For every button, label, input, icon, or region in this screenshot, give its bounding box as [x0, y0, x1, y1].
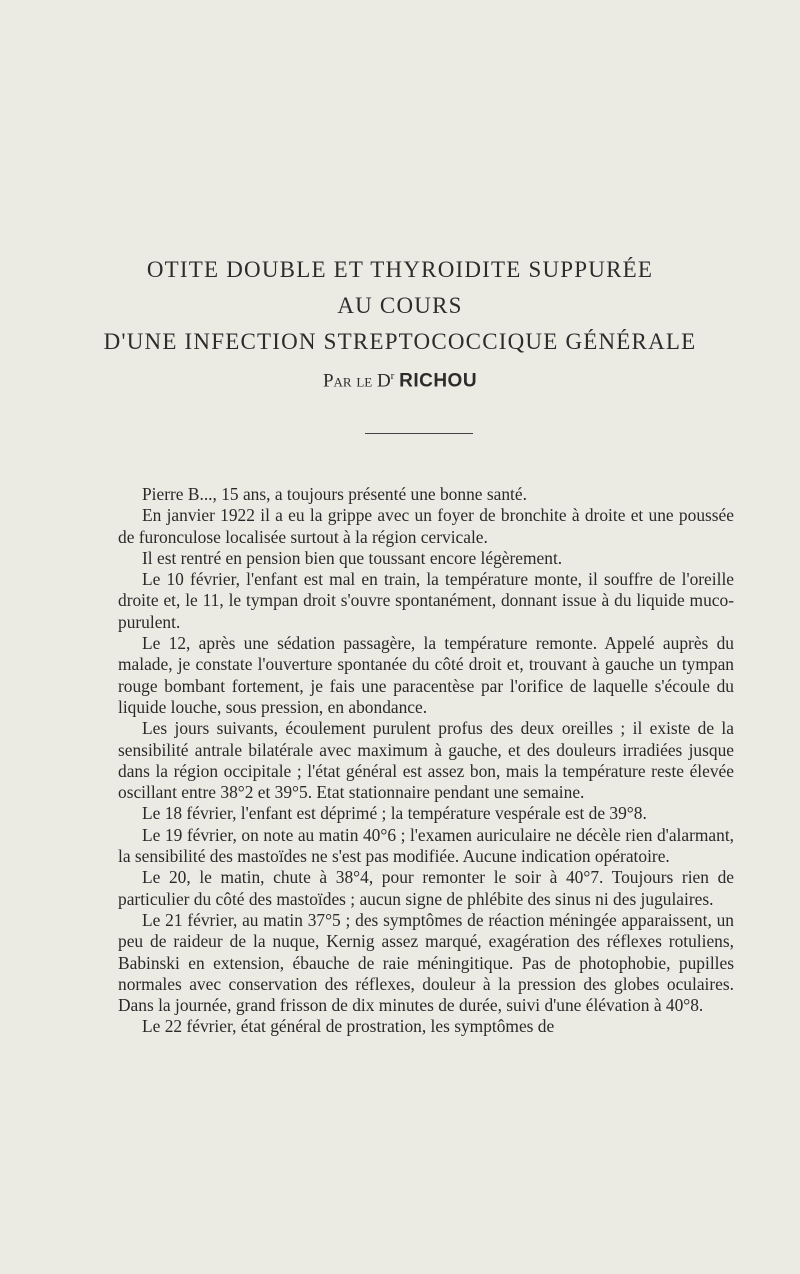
byline-sup: r: [390, 370, 395, 382]
paragraph: Le 10 février, l'enfant est mal en train, la température monte, il souffre de l'oreille droite et, le 11, le tympan droit s'ouvre spontanément, donnant issue à du liquide muco-purulent.: [118, 569, 734, 632]
paragraph: Il est rentré en pension bien que toussant encore légèrement.: [142, 547, 563, 568]
paragraph: Le 21 février, au matin 37°5 ; des symptômes de réaction méningée apparaissent, un peu de raideur de la nuque, Kernig assez marqué, exagération des réflexes rotuliens, Babinski en extension, ébauche de raie méningitique. Pas de photophobie, pupilles normales avec conservation des réflexes, douleur à la pression des globes oculaires. Dans la journée, grand frisson de dix minutes de durée, suivi d'une élévation à 40°8.: [118, 909, 734, 1016]
author-name: RICHOU: [399, 370, 478, 392]
byline-prefix: Par le D: [322, 370, 391, 392]
title-line-3: D'UNE INFECTION STREPTOCOCCIQUE GÉNÉRALE: [103, 329, 697, 354]
paragraph: En janvier 1922 il a eu la grippe avec un foyer de bronchite à droite et une poussée de furonculose localisée surtout à la région cervicale.: [118, 505, 734, 547]
paragraph: Les jours suivants, écoulement purulent profus des deux oreilles ; il existe de la sensibilité antrale bilatérale avec maximum à gauche, et des douleurs irradiées jusque dans la région occipitale ; l'état général est assez bon, mais la température reste élevée oscillant entre 38°2 et 39°5. Etat stationnaire pendant une semaine.: [118, 718, 734, 803]
author-byline: [0, 370, 800, 392]
title-line-2: AU COURS: [337, 293, 463, 318]
separator-rule: [365, 433, 473, 434]
paragraph: Pierre B..., 15 ans, a toujours présenté une bonne santé.: [142, 484, 527, 504]
title-line-1: OTITE DOUBLE ET THYROIDITE SUPPURÉE: [146, 257, 654, 282]
paragraph: Le 20, le matin, chute à 38°4, pour remonter le soir à 40°7. Toujours rien de particulier du côté des mastoïdes ; aucun signe de phlébite des sinus ni des jugulaires.: [118, 867, 734, 909]
article-body: [118, 484, 734, 1038]
paragraph: Le 18 février, l'enfant est déprimé ; la température vespérale est de 39°8.: [142, 803, 647, 824]
paragraph: Le 19 février, on note au matin 40°6 ; l'examen auriculaire ne décèle rien d'alarmant, la sensibilité des mastoïdes ne s'est pas modifiée. Aucune indication opératoire.: [118, 824, 734, 867]
paragraph: Le 22 février, état général de prostration, les symptômes de: [142, 1016, 555, 1037]
paragraph: Le 12, après une sédation passagère, la température remonte. Appelé auprès du malade, je constate l'ouverture spontanée du côté droit et, trouvant à gauche un tympan rouge bombant fortement, je fais une paracentèse par l'orifice de laquelle s'écoule du liquide louche, sous pression, en abondance.: [118, 633, 734, 717]
article-title: [0, 252, 800, 360]
